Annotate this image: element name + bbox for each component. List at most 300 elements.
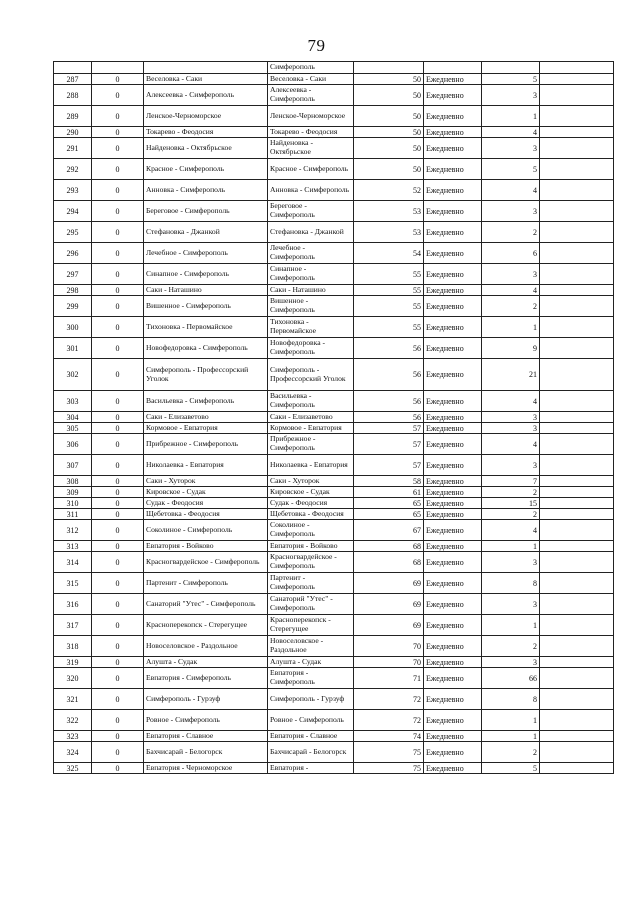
- cell-extra: [540, 689, 614, 710]
- table-row: [54, 201, 614, 222]
- cell-extra: [540, 138, 614, 159]
- cell-stops: Васильевка - Симферополь: [268, 391, 354, 412]
- table-row: [54, 487, 614, 498]
- cell-route: Алексеевка - Симферополь: [144, 85, 268, 106]
- cell-number: 291: [54, 138, 92, 159]
- cell-number: 295: [54, 222, 92, 243]
- cell-extra: [540, 180, 614, 201]
- cell-number: 298: [54, 285, 92, 296]
- cell-days: [424, 62, 482, 74]
- cell-trips: 8: [482, 573, 540, 594]
- cell-number: 309: [54, 487, 92, 498]
- cell-days: Ежедневно: [424, 487, 482, 498]
- cell-stops: Красногвардейское - Симферополь: [268, 552, 354, 573]
- cell-trips: 8: [482, 689, 540, 710]
- cell-distance: 50: [354, 85, 424, 106]
- cell-distance: 53: [354, 222, 424, 243]
- cell-extra: [540, 423, 614, 434]
- cell-stops: Ровное - Симферополь: [268, 710, 354, 731]
- cell-stops: Санаторий "Утес" - Симферополь: [268, 594, 354, 615]
- cell-distance: 55: [354, 317, 424, 338]
- table-row: [54, 138, 614, 159]
- cell-days: Ежедневно: [424, 520, 482, 541]
- cell-stops: Алушта - Судак: [268, 657, 354, 668]
- cell-distance: 53: [354, 201, 424, 222]
- cell-days: Ежедневно: [424, 710, 482, 731]
- cell-stops: Партенит - Симферополь: [268, 573, 354, 594]
- cell-extra: [540, 668, 614, 689]
- cell-days: Ежедневно: [424, 731, 482, 742]
- cell-extra: [540, 434, 614, 455]
- cell-number: 318: [54, 636, 92, 657]
- cell-stops: Евпатория -: [268, 763, 354, 774]
- cell-distance: 52: [354, 180, 424, 201]
- cell-route: Тихоновка - Первомайское: [144, 317, 268, 338]
- cell-trips: 3: [482, 264, 540, 285]
- cell-zero: 0: [92, 359, 144, 391]
- cell-extra: [540, 615, 614, 636]
- cell-number: 294: [54, 201, 92, 222]
- cell-days: Ежедневно: [424, 391, 482, 412]
- cell-route: Новоселовское - Раздольное: [144, 636, 268, 657]
- cell-trips: 5: [482, 763, 540, 774]
- cell-trips: 3: [482, 594, 540, 615]
- cell-zero: 0: [92, 106, 144, 127]
- cell-days: Ежедневно: [424, 455, 482, 476]
- cell-extra: [540, 338, 614, 359]
- table-row: [54, 264, 614, 285]
- cell-number: 292: [54, 159, 92, 180]
- table-row: [54, 541, 614, 552]
- cell-extra: [540, 552, 614, 573]
- table-row: [54, 180, 614, 201]
- cell-trips: 2: [482, 509, 540, 520]
- cell-trips: 4: [482, 127, 540, 138]
- cell-extra: [540, 573, 614, 594]
- cell-stops: Бахчисарай - Белогорск: [268, 742, 354, 763]
- cell-days: Ежедневно: [424, 541, 482, 552]
- cell-extra: [540, 731, 614, 742]
- cell-distance: 57: [354, 455, 424, 476]
- cell-trips: 3: [482, 85, 540, 106]
- cell-extra: [540, 62, 614, 74]
- cell-trips: 5: [482, 74, 540, 85]
- cell-stops: Найденовка - Октябрьское: [268, 138, 354, 159]
- cell-zero: 0: [92, 487, 144, 498]
- cell-distance: 56: [354, 391, 424, 412]
- cell-number: 303: [54, 391, 92, 412]
- table-row: [54, 159, 614, 180]
- cell-distance: 69: [354, 573, 424, 594]
- cell-extra: [540, 74, 614, 85]
- cell-stops: Судак - Феодосия: [268, 498, 354, 509]
- cell-number: 287: [54, 74, 92, 85]
- cell-distance: 68: [354, 552, 424, 573]
- cell-trips: 2: [482, 636, 540, 657]
- cell-days: Ежедневно: [424, 763, 482, 774]
- cell-trips: 1: [482, 106, 540, 127]
- cell-extra: [540, 296, 614, 317]
- cell-days: Ежедневно: [424, 423, 482, 434]
- cell-trips: 4: [482, 391, 540, 412]
- table-row: [54, 742, 614, 763]
- cell-days: Ежедневно: [424, 434, 482, 455]
- cell-distance: 54: [354, 243, 424, 264]
- cell-zero: 0: [92, 742, 144, 763]
- table-row: [54, 85, 614, 106]
- cell-extra: [540, 359, 614, 391]
- cell-days: Ежедневно: [424, 359, 482, 391]
- table-row: [54, 285, 614, 296]
- cell-zero: 0: [92, 455, 144, 476]
- cell-zero: 0: [92, 74, 144, 85]
- cell-number: [54, 62, 92, 74]
- cell-route: Симферополь - Гурзуф: [144, 689, 268, 710]
- table-row: [54, 127, 614, 138]
- table-row: [54, 657, 614, 668]
- cell-number: 313: [54, 541, 92, 552]
- cell-number: 314: [54, 552, 92, 573]
- table-row: [54, 412, 614, 423]
- cell-distance: 70: [354, 636, 424, 657]
- cell-zero: 0: [92, 615, 144, 636]
- table-row: [54, 552, 614, 573]
- cell-days: Ежедневно: [424, 498, 482, 509]
- cell-zero: 0: [92, 264, 144, 285]
- cell-distance: 69: [354, 615, 424, 636]
- cell-trips: 3: [482, 657, 540, 668]
- table-row: [54, 317, 614, 338]
- cell-number: 315: [54, 573, 92, 594]
- cell-days: Ежедневно: [424, 594, 482, 615]
- cell-zero: 0: [92, 434, 144, 455]
- table-row: [54, 710, 614, 731]
- cell-stops: Саки - Елизаветово: [268, 412, 354, 423]
- cell-distance: 57: [354, 434, 424, 455]
- cell-zero: 0: [92, 201, 144, 222]
- cell-route: Новофедоровка - Симферополь: [144, 338, 268, 359]
- cell-trips: 7: [482, 476, 540, 487]
- table-row: [54, 106, 614, 127]
- cell-route: Ровное - Симферополь: [144, 710, 268, 731]
- cell-stops: Евпатория - Симферополь: [268, 668, 354, 689]
- cell-stops: Ленское-Черноморское: [268, 106, 354, 127]
- cell-route: Саки - Елизаветово: [144, 412, 268, 423]
- cell-zero: 0: [92, 476, 144, 487]
- cell-route: Евпатория - Славное: [144, 731, 268, 742]
- cell-extra: [540, 541, 614, 552]
- cell-route: Евпатория - Черноморское: [144, 763, 268, 774]
- cell-route: Санаторий "Утес" - Симферополь: [144, 594, 268, 615]
- cell-route: Прибрежное - Симферополь: [144, 434, 268, 455]
- cell-days: Ежедневно: [424, 509, 482, 520]
- cell-distance: 69: [354, 594, 424, 615]
- cell-number: 302: [54, 359, 92, 391]
- cell-distance: 56: [354, 412, 424, 423]
- cell-stops: Николаевка - Евпатория: [268, 455, 354, 476]
- cell-extra: [540, 264, 614, 285]
- cell-zero: 0: [92, 138, 144, 159]
- table-row: [54, 222, 614, 243]
- page-number: 79: [307, 36, 326, 55]
- cell-extra: [540, 636, 614, 657]
- cell-extra: [540, 763, 614, 774]
- cell-zero: 0: [92, 317, 144, 338]
- cell-days: Ежедневно: [424, 296, 482, 317]
- cell-trips: 1: [482, 541, 540, 552]
- cell-trips: 9: [482, 338, 540, 359]
- cell-stops: Стефановка - Джанкой: [268, 222, 354, 243]
- cell-number: 321: [54, 689, 92, 710]
- cell-stops: Лечебное - Симферополь: [268, 243, 354, 264]
- cell-zero: 0: [92, 391, 144, 412]
- cell-number: 308: [54, 476, 92, 487]
- cell-number: 306: [54, 434, 92, 455]
- cell-number: 297: [54, 264, 92, 285]
- cell-route: Токарево - Феодосия: [144, 127, 268, 138]
- cell-distance: 71: [354, 668, 424, 689]
- cell-number: 310: [54, 498, 92, 509]
- cell-stops: Саки - Хуторок: [268, 476, 354, 487]
- cell-extra: [540, 243, 614, 264]
- cell-stops: Прибрежное - Симферополь: [268, 434, 354, 455]
- table-row: [54, 498, 614, 509]
- cell-distance: 61: [354, 487, 424, 498]
- table-row: [54, 731, 614, 742]
- cell-days: Ежедневно: [424, 201, 482, 222]
- cell-stops: Щебетовка - Феодосия: [268, 509, 354, 520]
- cell-zero: 0: [92, 159, 144, 180]
- cell-distance: 55: [354, 285, 424, 296]
- cell-distance: 50: [354, 127, 424, 138]
- cell-stops: Евпатория - Войково: [268, 541, 354, 552]
- cell-extra: [540, 391, 614, 412]
- cell-number: 322: [54, 710, 92, 731]
- cell-distance: 74: [354, 731, 424, 742]
- cell-days: Ежедневно: [424, 338, 482, 359]
- cell-trips: 2: [482, 742, 540, 763]
- cell-number: 296: [54, 243, 92, 264]
- cell-trips: 15: [482, 498, 540, 509]
- cell-number: 301: [54, 338, 92, 359]
- cell-number: 299: [54, 296, 92, 317]
- cell-route: Саки - Хуторок: [144, 476, 268, 487]
- cell-trips: 3: [482, 201, 540, 222]
- cell-stops: Симферополь - Гурзуф: [268, 689, 354, 710]
- cell-days: Ежедневно: [424, 657, 482, 668]
- cell-route: Бахчисарай - Белогорск: [144, 742, 268, 763]
- cell-distance: 50: [354, 159, 424, 180]
- cell-route: Анновка - Симферополь: [144, 180, 268, 201]
- cell-zero: 0: [92, 498, 144, 509]
- cell-zero: 0: [92, 657, 144, 668]
- cell-extra: [540, 742, 614, 763]
- cell-distance: 75: [354, 742, 424, 763]
- cell-days: Ежедневно: [424, 159, 482, 180]
- table-row: [54, 243, 614, 264]
- cell-distance: 57: [354, 423, 424, 434]
- cell-stops: Вишенное - Симферополь: [268, 296, 354, 317]
- cell-trips: 4: [482, 520, 540, 541]
- cell-zero: 0: [92, 710, 144, 731]
- cell-trips: 3: [482, 423, 540, 434]
- cell-trips: 3: [482, 412, 540, 423]
- cell-distance: 58: [354, 476, 424, 487]
- cell-route: Красногвардейское - Симферополь: [144, 552, 268, 573]
- cell-route: [144, 62, 268, 74]
- cell-zero: 0: [92, 552, 144, 573]
- cell-extra: [540, 509, 614, 520]
- cell-zero: 0: [92, 668, 144, 689]
- table-row: [54, 509, 614, 520]
- routes-table: [53, 61, 614, 774]
- cell-route: Лечебное - Симферополь: [144, 243, 268, 264]
- cell-number: 300: [54, 317, 92, 338]
- cell-trips: 2: [482, 296, 540, 317]
- cell-number: 311: [54, 509, 92, 520]
- cell-stops: Токарево - Феодосия: [268, 127, 354, 138]
- cell-distance: 50: [354, 138, 424, 159]
- cell-trips: 1: [482, 615, 540, 636]
- cell-days: Ежедневно: [424, 668, 482, 689]
- table-row: [54, 636, 614, 657]
- cell-distance: 55: [354, 264, 424, 285]
- cell-stops: Евпатория - Славное: [268, 731, 354, 742]
- cell-extra: [540, 317, 614, 338]
- table-row: [54, 520, 614, 541]
- cell-distance: 55: [354, 296, 424, 317]
- cell-extra: [540, 412, 614, 423]
- cell-stops: Новофедоровка - Симферополь: [268, 338, 354, 359]
- cell-zero: 0: [92, 127, 144, 138]
- table-row: [54, 668, 614, 689]
- cell-zero: 0: [92, 296, 144, 317]
- cell-number: 317: [54, 615, 92, 636]
- cell-number: 293: [54, 180, 92, 201]
- cell-number: 307: [54, 455, 92, 476]
- cell-days: Ежедневно: [424, 317, 482, 338]
- cell-route: Щебетовка - Феодосия: [144, 509, 268, 520]
- cell-distance: 65: [354, 498, 424, 509]
- table-row: [54, 615, 614, 636]
- cell-zero: 0: [92, 636, 144, 657]
- cell-trips: 1: [482, 710, 540, 731]
- cell-zero: 0: [92, 573, 144, 594]
- cell-extra: [540, 520, 614, 541]
- table-row: [54, 74, 614, 85]
- cell-stops: Соколиное - Симферополь: [268, 520, 354, 541]
- cell-extra: [540, 222, 614, 243]
- cell-trips: 2: [482, 487, 540, 498]
- cell-extra: [540, 159, 614, 180]
- cell-trips: 1: [482, 317, 540, 338]
- table-row: [54, 455, 614, 476]
- cell-trips: 4: [482, 285, 540, 296]
- cell-stops: Веселовка - Саки: [268, 74, 354, 85]
- cell-days: Ежедневно: [424, 552, 482, 573]
- table-row-continuation: [54, 62, 614, 74]
- cell-trips: 21: [482, 359, 540, 391]
- cell-distance: 50: [354, 74, 424, 85]
- cell-distance: 65: [354, 509, 424, 520]
- cell-route: Симферополь - Профессорский Уголок: [144, 359, 268, 391]
- cell-distance: 75: [354, 763, 424, 774]
- cell-route: Найденовка - Октябрьское: [144, 138, 268, 159]
- cell-distance: 56: [354, 338, 424, 359]
- cell-route: Краснoперекопск - Стерегущее: [144, 615, 268, 636]
- table-row: [54, 594, 614, 615]
- cell-stops: Кировское - Судак: [268, 487, 354, 498]
- table-row: [54, 359, 614, 391]
- cell-stops: Саки - Наташино: [268, 285, 354, 296]
- cell-number: 312: [54, 520, 92, 541]
- table-row: [54, 434, 614, 455]
- cell-stops: Симферополь - Профессорский Уголок: [268, 359, 354, 391]
- cell-days: Ежедневно: [424, 106, 482, 127]
- cell-trips: 5: [482, 159, 540, 180]
- cell-days: Ежедневно: [424, 138, 482, 159]
- cell-trips: 4: [482, 180, 540, 201]
- cell-zero: 0: [92, 541, 144, 552]
- cell-days: Ежедневно: [424, 573, 482, 594]
- cell-trips: 1: [482, 731, 540, 742]
- cell-route: Ленское-Черноморское: [144, 106, 268, 127]
- cell-trips: 3: [482, 552, 540, 573]
- cell-route: Евпатория - Симферополь: [144, 668, 268, 689]
- cell-number: 325: [54, 763, 92, 774]
- cell-zero: 0: [92, 594, 144, 615]
- cell-days: Ежедневно: [424, 285, 482, 296]
- cell-distance: 70: [354, 657, 424, 668]
- cell-days: Ежедневно: [424, 742, 482, 763]
- cell-days: Ежедневно: [424, 615, 482, 636]
- cell-zero: 0: [92, 520, 144, 541]
- cell-days: Ежедневно: [424, 412, 482, 423]
- cell-days: Ежедневно: [424, 264, 482, 285]
- cell-extra: [540, 85, 614, 106]
- cell-number: 305: [54, 423, 92, 434]
- cell-route: Евпатория - Войково: [144, 541, 268, 552]
- cell-route: Кировское - Судак: [144, 487, 268, 498]
- cell-zero: 0: [92, 412, 144, 423]
- cell-number: 324: [54, 742, 92, 763]
- cell-number: 290: [54, 127, 92, 138]
- cell-trips: 2: [482, 222, 540, 243]
- cell-extra: [540, 498, 614, 509]
- table-row: [54, 763, 614, 774]
- cell-route: Алушта - Судак: [144, 657, 268, 668]
- cell-route: Красное - Симферополь: [144, 159, 268, 180]
- cell-days: Ежедневно: [424, 180, 482, 201]
- cell-route: Стефановка - Джанкой: [144, 222, 268, 243]
- cell-number: 288: [54, 85, 92, 106]
- cell-zero: 0: [92, 85, 144, 106]
- cell-distance: 72: [354, 710, 424, 731]
- cell-stops: Синапное - Симферополь: [268, 264, 354, 285]
- cell-zero: 0: [92, 180, 144, 201]
- cell-stops: Алексеевка - Симферополь: [268, 85, 354, 106]
- cell-route: Вишенное - Симферополь: [144, 296, 268, 317]
- cell-days: Ежедневно: [424, 74, 482, 85]
- cell-extra: [540, 127, 614, 138]
- cell-stops: Анновка - Симферополь: [268, 180, 354, 201]
- cell-route: Синапное - Симферополь: [144, 264, 268, 285]
- cell-distance: 50: [354, 106, 424, 127]
- table-row: [54, 423, 614, 434]
- cell-number: 316: [54, 594, 92, 615]
- cell-route: Васильевка - Симферополь: [144, 391, 268, 412]
- cell-extra: [540, 594, 614, 615]
